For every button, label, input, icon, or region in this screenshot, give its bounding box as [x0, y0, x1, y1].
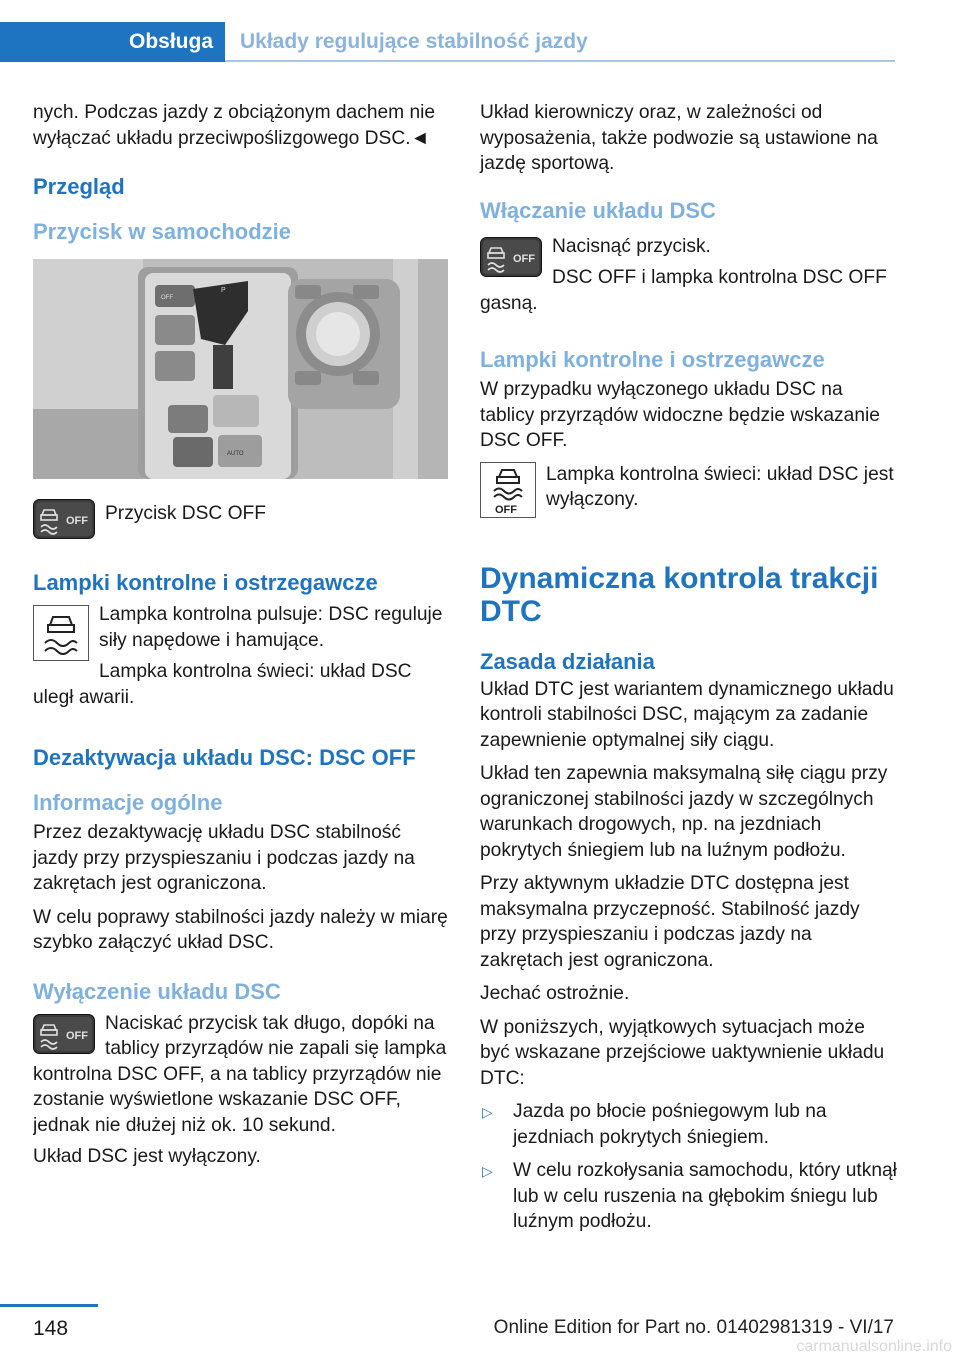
section-title[interactable]: Układy regulujące stabilność jazdy [240, 30, 588, 53]
dsc-off-caption: Przycisk DSC OFF [105, 503, 266, 524]
bullet-triangle-icon: ▷ [482, 1104, 493, 1120]
dsc-off-button-icon [480, 237, 542, 277]
heading-dtc: Dynamiczna kontrola trakcji DTC [480, 561, 879, 628]
button-off-text: OFF [513, 252, 535, 265]
dsc-warning-lamp-icon [33, 605, 89, 661]
dsc-off-button-icon [33, 1014, 95, 1054]
photo-label-off: OFF [161, 295, 173, 301]
chapter-tab[interactable]: Obsługa [0, 22, 225, 62]
dtc-situations-list [480, 1099, 898, 1235]
dtc-paragraph-2: Układ ten zapewnia maksymalną siłę ciągu przy ograniczonej stabilności jazdy w szczególnych warunkach drogowych, np. na jezdniach pokrytych śniegiem lub na luźnym podłożu. [480, 763, 888, 861]
dsc-button-photo [33, 259, 448, 479]
lamp-off-text: OFF [495, 503, 517, 516]
icon-row-warning-lamp [33, 602, 448, 716]
photo-label-p: P [221, 287, 226, 294]
heading-wylaczenie: Wyłączenie układu DSC [33, 978, 281, 1004]
deactivated-status: Układ DSC jest wyłączony. [33, 1146, 261, 1167]
icon-row-dsc-off-lamp [480, 462, 898, 522]
heading-wlaczanie: Włączanie układu DSC [480, 197, 716, 223]
lamps-paragraph: W przypadku wyłączonego układu DSC na tablicy przyrządów widoczne będzie wskazanie DSC OFF. [480, 379, 880, 451]
header-rule [225, 60, 895, 62]
icon-row-deactivate [33, 1011, 448, 1145]
dsc-off-lamp-text: Lampka kontrolna świeci: układ DSC jest wyłączony. [546, 463, 894, 510]
info-paragraph-2: W celu poprawy stabilności jazdy należy w miarę szybko załączyć układ DSC. [33, 906, 448, 953]
intro-text: nych. Podczas jazdy z obciążonym dachem nie wyłączać układu przeciwpoślizgowego DSC.◄ [33, 102, 436, 149]
icon-row-activate [480, 234, 898, 323]
heading-lampki-right: Lampki kontrolne i ostrzegawcze [480, 347, 825, 372]
list-item: ▷ Jazda po błocie pośniegowym lub na jezdniach pokrytych śniegiem. [482, 1101, 827, 1148]
lamp-lit-text: Lampka kontrolna świeci: układ DSC uległ awarii. [33, 661, 412, 708]
dsc-off-button-icon [33, 499, 95, 539]
photo-label-auto: AUTO [227, 451, 244, 457]
right-intro-text: Układ kierowniczy oraz, w zależności od wyposażenia, także podwozie są ustawione na jazdę sportową. [480, 102, 878, 174]
heading-dezaktywacja: Dezaktywacja układu DSC: DSC OFF [33, 745, 416, 770]
activate-step: Nacisnąć przycisk. [552, 235, 711, 257]
dsc-off-lamp-icon [480, 462, 536, 518]
dtc-paragraph-3: Przy aktywnym układzie DTC dostępna jest maksymalna przyczepność. Stabilność jazdy przy przyspieszaniu i podczas jazdy na zakrętach jest ograniczona. [480, 873, 860, 971]
heading-zasada: Zasada działania [480, 648, 655, 674]
activate-result: DSC OFF i lampka kontrolna DSC OFF gasną. [480, 267, 887, 314]
bullet-triangle-icon: ▷ [482, 1163, 493, 1179]
heading-lampki: Lampki kontrolne i ostrzegawcze [33, 570, 378, 595]
footer-accent-bar [0, 1304, 98, 1307]
list-item: ▷ W celu rozkołysania samochodu, który utknął lub w celu ruszenia na głębokim śniegu lub luźnym podłożu. [482, 1160, 897, 1232]
footer-edition: Online Edition for Part no. 01402981319 - VI/17 [493, 1317, 894, 1338]
watermark-text: carmanualsonline.info [796, 1338, 952, 1355]
dtc-paragraph-1: Układ DTC jest wariantem dynamicznego układu kontroli stabilności DSC, mającym za zadanie zapewnienie optymalnej siły ciągu. [480, 678, 894, 751]
button-off-text: OFF [66, 1029, 88, 1042]
info-paragraph-1: Przez dezaktywację układu DSC stabilność jazdy przy przyspieszaniu i podczas jazdy na zakrętach jest ograniczona. [33, 822, 415, 894]
lamp-pulsing-text: Lampka kontrolna pulsuje: DSC reguluje siły napędowe i hamujące. [99, 604, 443, 651]
heading-informacje: Informacje ogólne [33, 790, 223, 815]
icon-row-dsc-button [33, 499, 448, 543]
heading-przycisk: Przycisk w samochodzie [33, 219, 291, 244]
left-column [33, 100, 448, 1178]
button-off-text: OFF [66, 515, 88, 527]
deactivate-paragraph: Naciskać przycisk tak długo, dopóki na tablicy przyrządów nie zapali się lampka kontrolna DSC OFF, a na tablicy przyrządów nie zostanie wyświetlone wskazanie DSC OFF, jednak nie dłużej niż ok. 10 sekund. [33, 1012, 447, 1136]
page-header [0, 22, 895, 64]
right-column [480, 100, 898, 1243]
dtc-paragraph-5: W poniższych, wyjątkowych sytuacjach może być wskazane przejściowe uaktywnienie układu DTC: [480, 1016, 885, 1089]
dtc-paragraph-4: Jechać ostrożnie. [480, 983, 630, 1004]
heading-przeglad: Przegląd [33, 174, 125, 199]
page-number: 148 [33, 1317, 69, 1340]
